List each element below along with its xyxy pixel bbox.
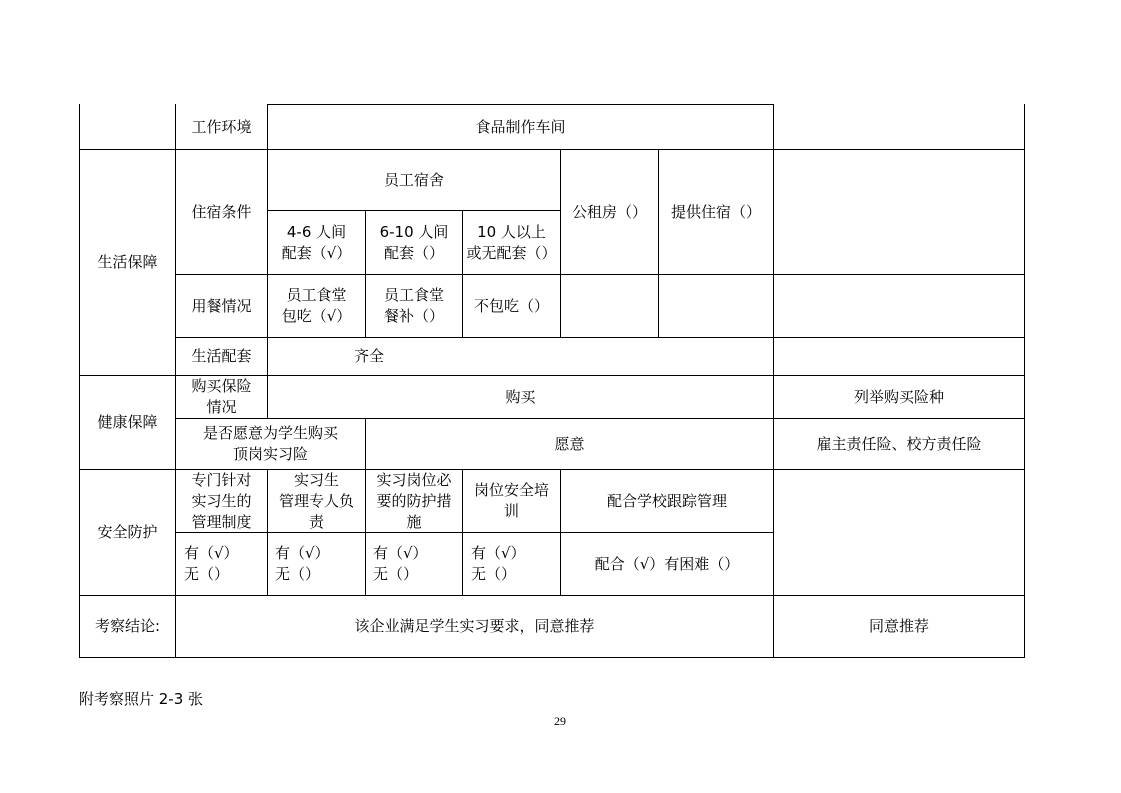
safety-header-1: 专门针对 实习生的 管理制度 — [191, 470, 252, 531]
meals-label: 用餐情况 — [191, 296, 252, 315]
meals-option-2: 员工食堂 餐补（） — [383, 286, 444, 325]
life-section-label: 生活保障 — [97, 253, 158, 271]
safety-header-5: 配合学校跟踪管理 — [606, 491, 727, 510]
facilities-label: 生活配套 — [191, 347, 252, 365]
conclusion-value: 该企业满足学生实习要求，同意推荐 — [354, 617, 595, 635]
housing-label: 住宿条件 — [191, 202, 252, 221]
public-rent: 公租房（） — [571, 202, 647, 221]
housing-option-1: 4-6 人间 配套（√） — [281, 222, 352, 262]
work-env-value: 食品制作车间 — [475, 117, 566, 136]
safety-header-2: 实习生 管理专人负 责 — [278, 470, 354, 531]
provide-housing: 提供住宿（） — [670, 202, 761, 221]
safety-section-label: 安全防护 — [97, 523, 158, 541]
safety-answer-2: 有（√） 无（） — [275, 544, 330, 583]
facilities-value: 齐全 — [353, 347, 384, 365]
safety-answer-4: 有（√） 无（） — [471, 544, 526, 583]
conclusion-decision: 同意推荐 — [868, 617, 929, 635]
willing-label: 是否愿意为学生购买 顶岗实习险 — [202, 424, 338, 463]
page-number: 29 — [554, 714, 566, 728]
insurance-types-label: 列举购买险种 — [853, 387, 944, 406]
insurance-label: 购买保险 情况 — [191, 377, 252, 416]
photo-note: 附考察照片 2-3 张 — [79, 690, 204, 708]
rule-bottom — [79, 657, 1024, 658]
housing-option-2: 6-10 人间 配套（） — [379, 222, 449, 262]
safety-header-4: 岗位安全培 训 — [473, 481, 549, 520]
housing-option-3: 10 人以上 或无配套（） — [466, 222, 557, 262]
dorm-header: 员工宿舍 — [383, 170, 444, 189]
safety-header-3: 实习岗位必 要的防护措 施 — [376, 470, 452, 531]
meals-option-3: 不包吃（） — [473, 296, 549, 315]
meals-option-1: 员工食堂 包吃（√） — [281, 286, 352, 325]
safety-answer-1: 有（√） 无（） — [184, 544, 239, 583]
work-env-label: 工作环境 — [191, 117, 252, 136]
safety-answer-5: 配合（√）有困难（） — [594, 554, 740, 573]
health-section-label: 健康保障 — [97, 413, 158, 431]
insurance-value: 购买 — [505, 387, 536, 406]
safety-answer-3: 有（√） 无（） — [373, 544, 428, 583]
insurance-types: 雇主责任险、校方责任险 — [816, 434, 982, 453]
willing-value: 愿意 — [554, 434, 585, 453]
conclusion-label: 考察结论: — [94, 617, 161, 635]
rule-v-right — [1024, 104, 1025, 658]
